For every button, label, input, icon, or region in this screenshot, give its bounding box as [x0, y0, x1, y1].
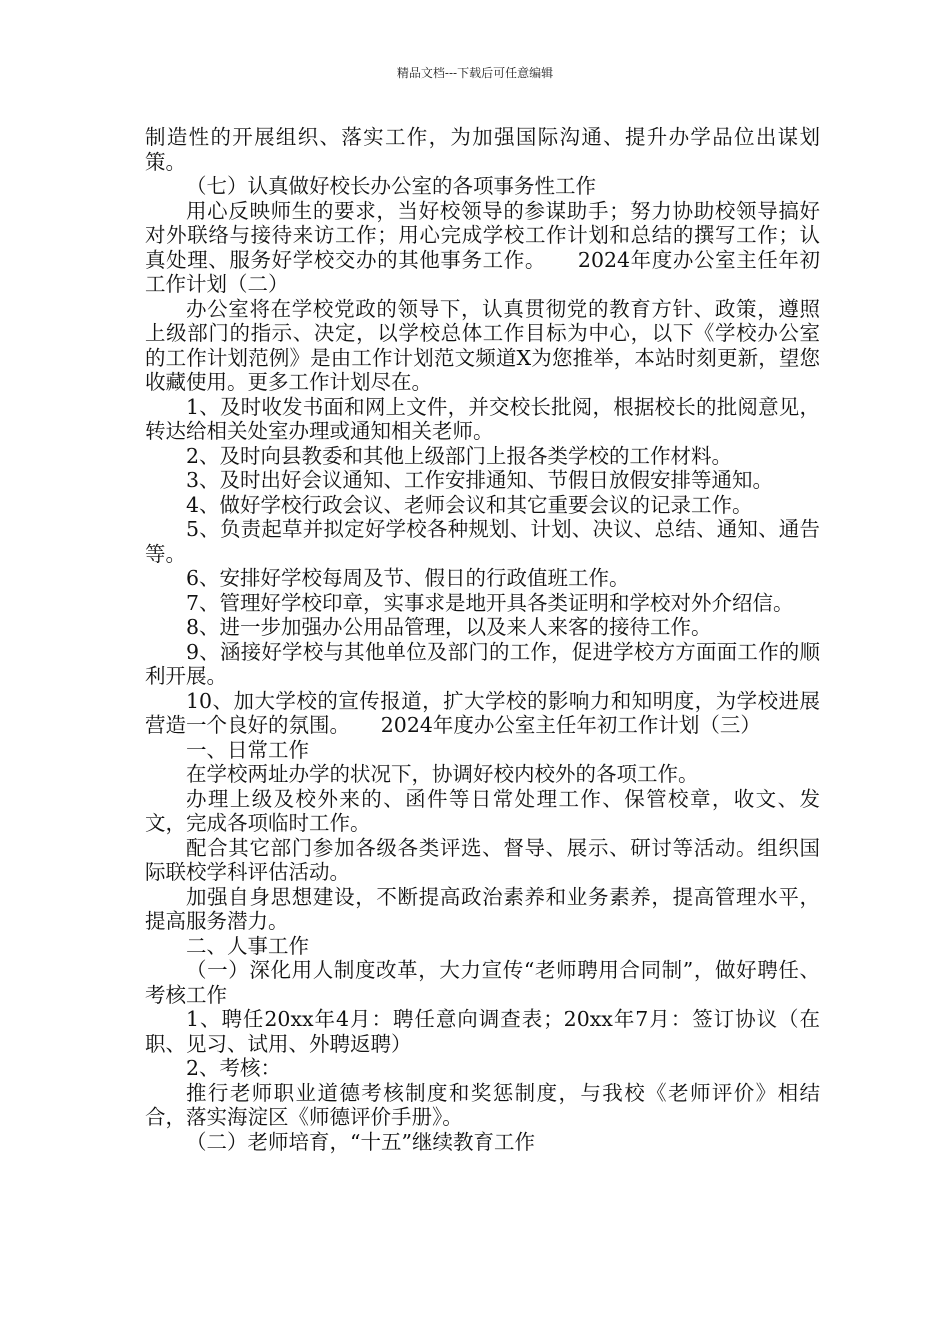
paragraph: 在学校两址办学的状况下，协调好校内校外的各项工作。: [186, 762, 699, 786]
paragraph: 用心反映师生的要求，当好校领导的参谋助手；努力协助校领导搞好对外联络与接待来访工作；用心完成学校工作计划和总结的撰写工作；认真处理、服务好学校交办的其他事务工作。 2024年度办公室主任年初工作计划（二）: [145, 198, 820, 296]
page-header: 精品文档---下载后可任意编辑: [396, 66, 554, 80]
list-item: 1、聘任20xx年4月：聘任意向调查表；20xx年7月：签订协议（在职、见习、试用、外聘返聘）: [145, 1007, 820, 1056]
document-body: [145, 125, 820, 1154]
section-heading: 二、人事工作: [186, 933, 309, 958]
paragraph: 推行老师职业道德考核制度和奖惩制度，与我校《老师评价》相结合，落实海淀区《师德评价手册》。: [145, 1080, 820, 1129]
list-item: 5、负责起草并拟定好学校各种规划、计划、决议、总结、通知、通告等。: [145, 517, 820, 566]
list-item: 2、及时向县教委和其他上级部门上报各类学校的工作材料。: [186, 443, 733, 468]
list-item: 7、管理好学校印章，实事求是地开具各类证明和学校对外介绍信。: [186, 590, 794, 615]
list-item: 10、加大学校的宣传报道，扩大学校的影响力和知明度，为学校进展营造一个良好的氛围。 2024年度办公室主任年初工作计划（三）: [145, 688, 820, 737]
list-item: 4、做好学校行政会议、老师会议和其它重要会议的记录工作。: [186, 492, 753, 517]
list-item: 1、及时收发书面和网上文件，并交校长批阅，根据校长的批阅意见，转达给相关处室办理或通知相关老师。: [145, 394, 820, 443]
paragraph: 加强自身思想建设，不断提高政治素养和业务素养，提高管理水平，提高服务潜力。: [145, 884, 820, 933]
list-item: 6、安排好学校每周及节、假日的行政值班工作。: [186, 566, 630, 590]
section-heading: 一、日常工作: [186, 737, 309, 762]
paragraph: 办公室将在学校党政的领导下，认真贯彻党的教育方针、政策，遵照上级部门的指示、决定，以学校总体工作目标为中心，以下《学校办公室的工作计划范例》是由工作计划范文频道X为您推举，本站时刻更新，望您收藏使用。更多工作计划尽在。: [145, 296, 820, 394]
list-item: 2、考核：: [186, 1056, 282, 1080]
paragraph: 配合其它部门参加各级各类评选、督导、展示、研讨等活动。组织国际联校学科评估活动。: [145, 835, 820, 884]
subsection-heading: （一）深化用人制度改革，大力宣传“老师聘用合同制”，做好聘任、考核工作: [145, 958, 820, 1007]
list-item: 3、及时出好会议通知、工作安排通知、节假日放假安排等通知。: [186, 468, 774, 492]
list-item: 8、进一步加强办公用品管理，以及来人来客的接待工作。: [186, 615, 712, 639]
section-heading: （七）认真做好校长办公室的各项事务性工作: [186, 174, 596, 198]
paragraph: 办理上级及校外来的、函件等日常处理工作、保管校章，收文、发文，完成各项临时工作。: [145, 786, 820, 835]
paragraph: 制造性的开展组织、落实工作，为加强国际沟通、提升办学品位出谋划策。: [145, 125, 820, 174]
subsection-heading: （二）老师培育，“十五”继续教育工作: [186, 1129, 535, 1154]
list-item: 9、涵接好学校与其他单位及部门的工作，促进学校方方面面工作的顺利开展。: [145, 639, 820, 688]
